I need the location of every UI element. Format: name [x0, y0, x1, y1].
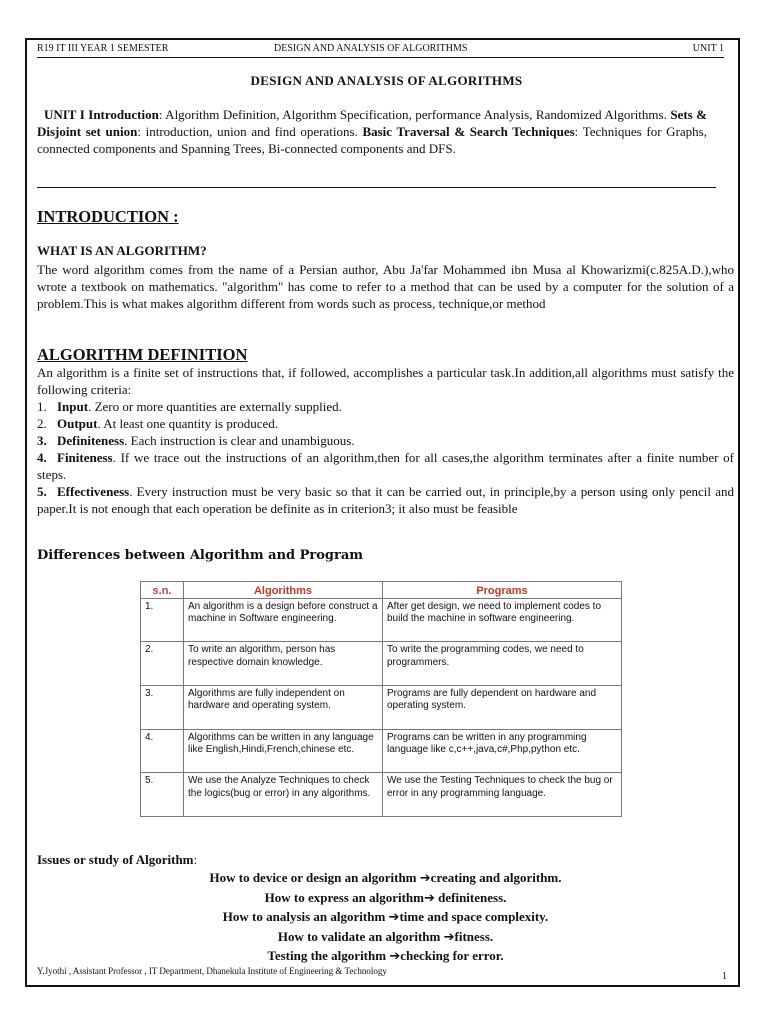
issue-answer: creating and algorithm.	[430, 870, 562, 885]
definition-paragraph: An algorithm is a finite set of instructions that, if followed, accomplishes a particular task.In addition,all algorithms must satisfy the following criteria:	[37, 365, 734, 397]
cell-sn: 4.	[141, 729, 184, 773]
differences-table	[140, 581, 622, 817]
cell-sn: 2.	[141, 642, 184, 686]
arrow-right-icon: ➔	[388, 910, 400, 925]
cell-program: Programs can be written in any programming language like c,c++,java,c#,Php,python etc.	[383, 729, 622, 773]
table-row	[141, 773, 622, 817]
issue-answer: fitness.	[454, 928, 494, 944]
cell-algorithm: To write an algorithm, person has respective domain knowledge.	[184, 642, 383, 686]
syllabus-unit-text: : Algorithm Definition, Algorithm Specification, performance Analysis, Randomized Algorithms.	[158, 107, 671, 122]
cell-sn: 1.	[141, 598, 184, 642]
table-row	[141, 598, 622, 642]
document-title: DESIGN AND ANALYSIS OF ALGORITHMS	[250, 73, 523, 88]
criterion-term: Input	[57, 399, 89, 414]
criterion-output	[37, 415, 734, 432]
criterion-effectiveness	[37, 483, 734, 517]
cell-algorithm: An algorithm is a design before construct a machine in Software engineering.	[184, 598, 383, 642]
syllabus-traversal-text: : Techniques for Graphs, connected components and Spanning Trees, Bi-connected components and DFS.	[37, 124, 707, 156]
criterion-number: 2.	[37, 416, 47, 431]
issue-answer: checking for error.	[400, 948, 504, 963]
arrow-right-icon: ➔	[419, 871, 431, 886]
header-unit: UNIT 1	[692, 43, 724, 54]
cell-algorithm: We use the Analyze Techniques to check the logics(bug or error) in any algorithms.	[184, 773, 383, 817]
page-number: 1	[722, 971, 727, 982]
cell-program: We use the Testing Techniques to check the bug or error in any programming language.	[383, 773, 622, 817]
issue-item	[37, 908, 734, 928]
criterion-term: Effectiveness	[57, 484, 130, 499]
cell-sn: 3.	[141, 685, 184, 729]
table-row	[141, 642, 622, 686]
cell-program: To write the programming codes, we need to programmers.	[383, 642, 622, 686]
criterion-term: Finiteness	[57, 450, 113, 465]
cell-program: Programs are fully dependent on hardware and operating system.	[383, 685, 622, 729]
what-is-algorithm-heading: WHAT IS AN ALGORITHM?	[37, 243, 207, 258]
cell-algorithm: Algorithms can be written in any language like English,Hindi,French,chinese etc.	[184, 729, 383, 773]
criterion-input	[37, 398, 734, 415]
syllabus-paragraph	[37, 106, 707, 157]
issue-question: How to validate an algorithm	[277, 928, 444, 944]
issue-item	[37, 947, 734, 967]
criterion-desc: . Every instruction must be very basic so that it can be carried out, in principle,by a person using only pencil and paper.It is not enough that each operation be definite as in criterion3; it also must be feasible	[37, 484, 734, 516]
introduction-paragraph: The word algorithm comes from the name of a Persian author, Abu Ja'far Mohammed ibn Musa al Khowarizmi(c.825A.D.),who wrote a textbook on mathematics. "algorithm" has come to refer to a method that can be used by a computer for the solution of a problem.This is what makes algorithm different from words such as process, technique,or method	[37, 262, 734, 311]
syllabus-unit-label: UNIT I Introduction	[43, 107, 159, 122]
header-algorithms: Algorithms	[184, 582, 383, 599]
issue-answer: time and space complexity.	[399, 909, 549, 924]
header-course: R19 IT III YEAR 1 SEMESTER	[37, 43, 169, 54]
criterion-term: Output	[57, 416, 98, 431]
cell-program: After get design, we need to implement codes to build the machine in software engineering.	[383, 598, 622, 642]
differences-title: Differences between Algorithm and Program	[37, 548, 364, 563]
syllabus-traversal-label: Basic Traversal & Search Techniques	[362, 124, 575, 139]
issues-heading	[37, 852, 197, 868]
table-row	[141, 729, 622, 773]
definition-block	[37, 364, 734, 517]
syllabus-sets-text: : introduction, union and find operations.	[137, 124, 363, 139]
issue-answer: definiteness.	[434, 889, 507, 905]
issue-item	[37, 928, 734, 948]
arrow-right-icon: ➔	[423, 890, 435, 906]
cell-sn: 5.	[141, 773, 184, 817]
introduction-heading: INTRODUCTION :	[37, 207, 179, 226]
running-header	[37, 43, 724, 58]
table-header-row	[141, 582, 622, 599]
issues-heading-text: Issues or study of Algorithm	[37, 852, 194, 867]
syllabus-sets-label: Sets & Disjoint set union	[37, 107, 708, 139]
criterion-desc: . At least one quantity is produced.	[97, 416, 278, 431]
criterion-desc: . If we trace out the instructions of an algorithm,then for all cases,the algorithm terminates after a finite number of steps.	[37, 450, 734, 482]
criterion-number: 3.	[37, 433, 47, 448]
issues-heading-colon: :	[193, 852, 198, 867]
divider	[37, 187, 716, 188]
criterion-desc: . Zero or more quantities are externally supplied.	[88, 399, 342, 414]
criterion-desc: . Each instruction is clear and unambiguous.	[124, 433, 355, 448]
issue-question: How to analysis an algorithm	[222, 909, 389, 924]
issue-question: How to device or design an algorithm	[209, 870, 420, 885]
issue-item	[37, 889, 734, 909]
footer-author: Y.Jyothi , Assistant Professor , IT Department, Dhanekula Institute of Engineering & Technology	[37, 966, 387, 976]
issue-item	[37, 869, 734, 889]
header-sn: s.n.	[141, 582, 184, 599]
header-subject: DESIGN AND ANALYSIS OF ALGORITHMS	[274, 43, 468, 54]
cell-algorithm: Algorithms are fully independent on hardware and operating system.	[184, 685, 383, 729]
issue-question: Testing the algorithm	[267, 948, 390, 963]
arrow-right-icon: ➔	[389, 949, 401, 964]
criterion-term: Definiteness	[57, 433, 125, 448]
header-programs: Programs	[383, 582, 622, 599]
table-row	[141, 685, 622, 729]
issue-question: How to express an algorithm	[264, 889, 424, 905]
criterion-number: 4.	[37, 450, 47, 465]
criterion-definiteness	[37, 432, 734, 449]
criterion-finiteness	[37, 449, 734, 483]
criterion-number: 5.	[37, 484, 47, 499]
issues-list	[37, 869, 734, 967]
algorithm-definition-heading: ALGORITHM DEFINITION	[37, 345, 248, 364]
arrow-right-icon: ➔	[443, 929, 455, 945]
criterion-number: 1.	[37, 399, 47, 414]
